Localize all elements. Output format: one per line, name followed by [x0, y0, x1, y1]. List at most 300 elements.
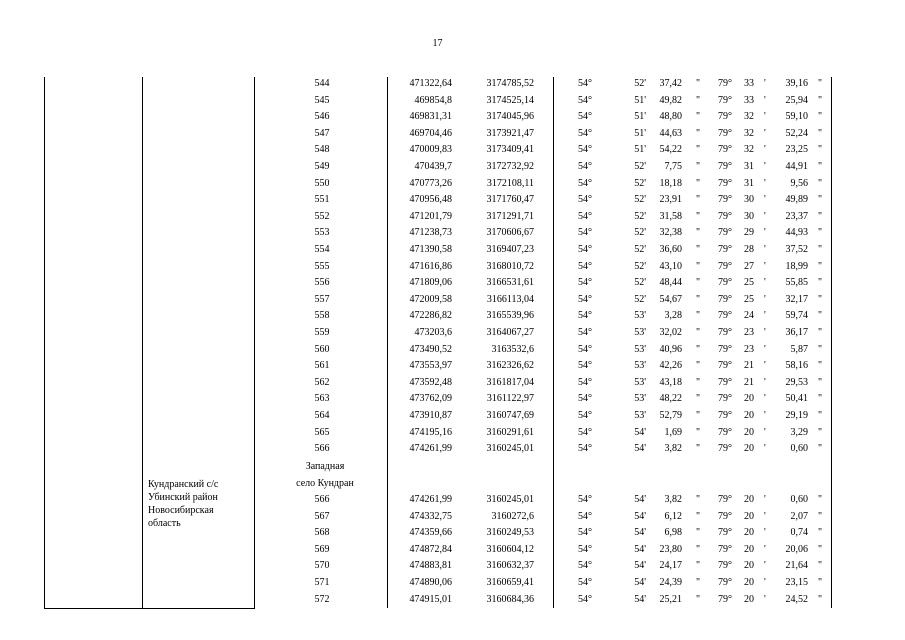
lon-degrees: 79°	[718, 593, 732, 605]
lat-minutes: 51'	[634, 94, 646, 106]
lat-seconds-mark: "	[696, 543, 701, 555]
lon-minutes-mark: '	[764, 393, 766, 405]
point-number: 567	[314, 510, 330, 522]
lat-seconds: 6,12	[664, 510, 682, 522]
coord-y: 3168010,72	[486, 260, 534, 272]
lat-seconds: 42,26	[659, 360, 682, 372]
coord-y: 3174785,52	[486, 78, 534, 89]
lat-degrees: 54°	[578, 543, 592, 555]
lat-seconds: 23,91	[659, 194, 682, 206]
lon-seconds: 58,16	[785, 360, 808, 372]
coord-y: 3160272,6	[491, 510, 534, 522]
coord-y: 3166531,61	[486, 277, 534, 289]
coord-y: 3161122,97	[486, 393, 534, 405]
lon-degrees: 79°	[718, 293, 732, 305]
lon-minutes: 21	[744, 376, 754, 388]
lat-degrees: 54°	[578, 210, 592, 222]
lon-minutes: 29	[744, 227, 754, 239]
lat-seconds: 25,21	[659, 593, 682, 605]
lat-degrees: 54°	[578, 227, 592, 239]
lon-seconds-mark: "	[818, 310, 823, 322]
coord-x: 474332,75	[409, 510, 452, 522]
lon-minutes: 25	[744, 277, 754, 289]
table-row	[0, 126, 905, 142]
lat-seconds-mark: "	[696, 410, 701, 421]
lat-seconds-mark: "	[696, 426, 701, 438]
coord-x: 473490,52	[409, 343, 452, 355]
lat-minutes: 52'	[634, 161, 646, 172]
lat-seconds: 32,38	[659, 227, 682, 239]
lat-degrees: 54°	[578, 443, 592, 455]
point-number: 549	[314, 161, 330, 172]
table-row	[0, 575, 905, 591]
lat-seconds-mark: "	[696, 210, 701, 222]
lat-seconds: 36,60	[659, 244, 682, 255]
lon-seconds: 50,41	[785, 393, 808, 405]
lon-seconds-mark: "	[818, 443, 823, 455]
coord-x: 474195,16	[409, 426, 452, 438]
table-row	[0, 492, 905, 508]
lon-minutes-mark: '	[764, 443, 766, 455]
coord-x: 471322,64	[409, 78, 452, 89]
coord-x: 471616,86	[409, 260, 452, 272]
lon-seconds: 59,10	[785, 111, 808, 123]
coord-y: 3172732,92	[486, 161, 534, 172]
lat-seconds: 24,17	[659, 560, 682, 572]
point-number: 564	[314, 410, 330, 421]
lat-seconds: 48,22	[659, 393, 682, 405]
lon-seconds-mark: "	[818, 593, 823, 605]
lon-seconds-mark: "	[818, 577, 823, 588]
lon-minutes-mark: '	[764, 111, 766, 123]
point-number: 552	[314, 210, 330, 222]
lat-seconds-mark: "	[696, 111, 701, 123]
lat-degrees: 54°	[578, 293, 592, 305]
lon-seconds: 23,15	[785, 577, 808, 588]
lon-minutes-mark: '	[764, 244, 766, 255]
point-number: 569	[314, 543, 330, 555]
lon-seconds: 5,87	[790, 343, 808, 355]
coord-y: 3166113,04	[486, 293, 534, 305]
lon-degrees: 79°	[718, 310, 732, 322]
table-row	[0, 441, 905, 457]
region-line: область	[148, 518, 181, 529]
lat-minutes: 52'	[634, 210, 646, 222]
table-row	[0, 109, 905, 125]
point-number: 572	[314, 593, 330, 605]
coord-x: 474915,01	[409, 593, 452, 605]
lon-minutes: 33	[744, 78, 754, 89]
lon-seconds-mark: "	[818, 343, 823, 355]
lat-minutes: 53'	[634, 343, 646, 355]
lat-seconds: 43,10	[659, 260, 682, 272]
point-number: 570	[314, 560, 330, 572]
lat-minutes: 53'	[634, 376, 646, 388]
lon-seconds-mark: "	[818, 127, 823, 139]
table-row	[0, 259, 905, 275]
lon-minutes-mark: '	[764, 327, 766, 338]
lat-seconds-mark: "	[696, 443, 701, 455]
lat-degrees: 54°	[578, 360, 592, 372]
lon-minutes: 20	[744, 543, 754, 555]
lat-seconds: 1,69	[664, 426, 682, 438]
coord-x: 469854,8	[414, 94, 452, 106]
table-row	[0, 192, 905, 208]
lon-minutes-mark: '	[764, 227, 766, 239]
lon-seconds-mark: "	[818, 560, 823, 572]
lat-seconds: 32,02	[659, 327, 682, 338]
table-row	[0, 325, 905, 341]
lon-seconds: 44,93	[785, 227, 808, 239]
lon-degrees: 79°	[718, 260, 732, 272]
lat-degrees: 54°	[578, 127, 592, 139]
coord-x: 470009,83	[409, 144, 452, 156]
lat-seconds-mark: "	[696, 293, 701, 305]
coord-x: 470956,48	[409, 194, 452, 206]
coord-x: 474261,99	[409, 443, 452, 455]
coord-y: 3174045,96	[486, 111, 534, 123]
lon-seconds-mark: "	[818, 244, 823, 255]
coord-y: 3161817,04	[486, 376, 534, 388]
coord-y: 3160245,01	[486, 443, 534, 455]
coord-y: 3160632,37	[486, 560, 534, 572]
point-number: 553	[314, 227, 330, 239]
lon-minutes: 23	[744, 327, 754, 338]
lon-minutes-mark: '	[764, 593, 766, 605]
lon-minutes-mark: '	[764, 376, 766, 388]
coord-y: 3160604,12	[486, 543, 534, 555]
lon-seconds: 2,07	[790, 510, 808, 522]
lon-seconds-mark: "	[818, 78, 823, 89]
lat-seconds-mark: "	[696, 144, 701, 156]
point-number: 566	[314, 443, 330, 455]
coord-x: 469704,46	[409, 127, 452, 139]
coord-x: 471238,73	[409, 227, 452, 239]
lat-minutes: 52'	[634, 244, 646, 255]
lon-minutes-mark: '	[764, 360, 766, 372]
lon-minutes-mark: '	[764, 161, 766, 172]
coord-y: 3160245,01	[486, 494, 534, 505]
coord-x: 472286,82	[409, 310, 452, 322]
lon-degrees: 79°	[718, 210, 732, 222]
coord-x: 469831,31	[409, 111, 452, 123]
lon-degrees: 79°	[718, 527, 732, 539]
lon-minutes: 30	[744, 210, 754, 222]
lon-seconds: 23,25	[785, 144, 808, 156]
lat-seconds: 43,18	[659, 376, 682, 388]
lon-degrees: 79°	[718, 111, 732, 123]
lon-seconds-mark: "	[818, 260, 823, 272]
lat-minutes: 54'	[634, 443, 646, 455]
lon-degrees: 79°	[718, 161, 732, 172]
lat-seconds: 18,18	[659, 177, 682, 189]
lat-seconds: 31,58	[659, 210, 682, 222]
lat-seconds-mark: "	[696, 560, 701, 572]
point-number: 547	[314, 127, 330, 139]
lon-minutes: 28	[744, 244, 754, 255]
lon-degrees: 79°	[718, 227, 732, 239]
lon-minutes-mark: '	[764, 343, 766, 355]
lon-minutes: 25	[744, 293, 754, 305]
lat-seconds-mark: "	[696, 127, 701, 139]
coord-x: 470773,26	[409, 177, 452, 189]
lon-degrees: 79°	[718, 360, 732, 372]
table-row	[0, 408, 905, 424]
lon-minutes-mark: '	[764, 543, 766, 555]
lat-minutes: 54'	[634, 560, 646, 572]
lat-seconds-mark: "	[696, 244, 701, 255]
table-bottom-border	[44, 608, 255, 609]
lon-seconds-mark: "	[818, 144, 823, 156]
lon-minutes-mark: '	[764, 510, 766, 522]
lon-minutes: 20	[744, 577, 754, 588]
lat-minutes: 52'	[634, 78, 646, 89]
lon-seconds: 29,53	[785, 376, 808, 388]
lat-minutes: 52'	[634, 260, 646, 272]
coord-x: 471809,06	[409, 277, 452, 289]
lon-seconds-mark: "	[818, 376, 823, 388]
lat-degrees: 54°	[578, 527, 592, 539]
lat-seconds: 49,82	[659, 94, 682, 106]
lon-minutes-mark: '	[764, 494, 766, 505]
lat-seconds-mark: "	[696, 161, 701, 172]
lat-minutes: 51'	[634, 127, 646, 139]
lon-seconds: 39,16	[785, 78, 808, 89]
point-number: 568	[314, 527, 330, 539]
lat-minutes: 51'	[634, 144, 646, 156]
lat-seconds: 44,63	[659, 127, 682, 139]
lat-seconds-mark: "	[696, 78, 701, 89]
coord-y: 3172108,11	[486, 177, 534, 189]
lon-seconds-mark: "	[818, 293, 823, 305]
coord-x: 471201,79	[409, 210, 452, 222]
lon-degrees: 79°	[718, 410, 732, 421]
point-number: 548	[314, 144, 330, 156]
point-number: 554	[314, 244, 330, 255]
lon-degrees: 79°	[718, 560, 732, 572]
lat-seconds-mark: "	[696, 177, 701, 189]
coord-y: 3160249,53	[486, 527, 534, 539]
point-number: 571	[314, 577, 330, 588]
point-number: 558	[314, 310, 330, 322]
lat-seconds: 54,67	[659, 293, 682, 305]
lat-seconds-mark: "	[696, 310, 701, 322]
lat-minutes: 53'	[634, 393, 646, 405]
region-line: Кундранский с/с	[148, 479, 219, 490]
lon-seconds: 29,19	[785, 410, 808, 421]
table-row	[0, 176, 905, 192]
lat-seconds: 40,96	[659, 343, 682, 355]
lat-degrees: 54°	[578, 343, 592, 355]
coord-x: 473592,48	[409, 376, 452, 388]
lon-seconds: 37,52	[785, 244, 808, 255]
point-number: 559	[314, 327, 330, 338]
lat-degrees: 54°	[578, 426, 592, 438]
lat-degrees: 54°	[578, 94, 592, 106]
table-row	[0, 375, 905, 391]
lon-minutes: 31	[744, 161, 754, 172]
lat-degrees: 54°	[578, 327, 592, 338]
coord-x: 472009,58	[409, 293, 452, 305]
point-number: 550	[314, 177, 330, 189]
lon-seconds: 21,64	[785, 560, 808, 572]
lat-minutes: 53'	[634, 310, 646, 322]
lat-degrees: 54°	[578, 577, 592, 588]
point-number: 544	[314, 78, 330, 89]
lat-degrees: 54°	[578, 194, 592, 206]
table-row	[0, 542, 905, 558]
lon-degrees: 79°	[718, 577, 732, 588]
lat-degrees: 54°	[578, 494, 592, 505]
lat-degrees: 54°	[578, 310, 592, 322]
table-row	[0, 525, 905, 541]
lat-minutes: 54'	[634, 543, 646, 555]
lon-degrees: 79°	[718, 144, 732, 156]
lon-minutes-mark: '	[764, 577, 766, 588]
coord-x: 470439,7	[414, 161, 452, 172]
lon-minutes-mark: '	[764, 127, 766, 139]
coord-y: 3160684,36	[486, 593, 534, 605]
point-number: 555	[314, 260, 330, 272]
lat-seconds-mark: "	[696, 593, 701, 605]
lat-seconds-mark: "	[696, 94, 701, 106]
point-number: 562	[314, 376, 330, 388]
table-row	[0, 358, 905, 374]
page-number: 17	[432, 38, 443, 49]
point-number: 557	[314, 293, 330, 305]
lon-seconds: 32,17	[785, 293, 808, 305]
lon-degrees: 79°	[718, 177, 732, 189]
coord-y: 3160659,41	[486, 577, 534, 588]
lat-seconds: 48,80	[659, 111, 682, 123]
region-line: Новосибирская	[148, 505, 214, 516]
lon-seconds-mark: "	[818, 494, 823, 505]
lon-minutes: 20	[744, 593, 754, 605]
lon-seconds: 0,60	[790, 443, 808, 455]
lon-seconds-mark: "	[818, 360, 823, 372]
lat-degrees: 54°	[578, 510, 592, 522]
lon-minutes-mark: '	[764, 410, 766, 421]
coord-x: 473910,87	[409, 410, 452, 421]
lat-minutes: 52'	[634, 277, 646, 289]
lon-seconds-mark: "	[818, 410, 823, 421]
lon-seconds: 44,91	[785, 161, 808, 172]
lon-minutes: 21	[744, 360, 754, 372]
lon-degrees: 79°	[718, 277, 732, 289]
lon-minutes-mark: '	[764, 94, 766, 106]
lat-seconds-mark: "	[696, 277, 701, 289]
lat-minutes: 54'	[634, 593, 646, 605]
coord-x: 474883,81	[409, 560, 452, 572]
lat-seconds-mark: "	[696, 343, 701, 355]
lat-seconds-mark: "	[696, 577, 701, 588]
lon-seconds-mark: "	[818, 194, 823, 206]
coord-y: 3170606,67	[486, 227, 534, 239]
coord-x: 473203,6	[414, 327, 452, 338]
lon-seconds: 25,94	[785, 94, 808, 106]
table-row	[0, 142, 905, 158]
lon-minutes: 32	[744, 127, 754, 139]
lat-minutes: 54'	[634, 494, 646, 505]
lon-minutes: 30	[744, 194, 754, 206]
lon-degrees: 79°	[718, 376, 732, 388]
lat-seconds: 54,22	[659, 144, 682, 156]
lon-minutes: 20	[744, 527, 754, 539]
lon-minutes-mark: '	[764, 194, 766, 206]
section-label-line: село Кундран	[296, 478, 354, 489]
lon-minutes: 23	[744, 343, 754, 355]
lon-seconds: 24,52	[785, 593, 808, 605]
point-number: 556	[314, 277, 330, 289]
table-row	[0, 209, 905, 225]
point-number: 560	[314, 343, 330, 355]
lon-seconds-mark: "	[818, 543, 823, 555]
lon-minutes-mark: '	[764, 293, 766, 305]
coord-y: 3160747,69	[486, 410, 534, 421]
lon-minutes-mark: '	[764, 78, 766, 89]
lon-minutes: 32	[744, 111, 754, 123]
lat-minutes: 52'	[634, 177, 646, 189]
lat-degrees: 54°	[578, 277, 592, 289]
lat-seconds-mark: "	[696, 227, 701, 239]
table-row	[0, 76, 905, 92]
table-row	[0, 159, 905, 175]
lon-degrees: 79°	[718, 244, 732, 255]
region-line: Убинский район	[148, 492, 218, 503]
table-row	[0, 391, 905, 407]
lat-degrees: 54°	[578, 177, 592, 189]
lon-minutes-mark: '	[764, 260, 766, 272]
lat-seconds-mark: "	[696, 527, 701, 539]
lon-seconds-mark: "	[818, 327, 823, 338]
table-row	[0, 242, 905, 258]
lon-seconds: 0,60	[790, 494, 808, 505]
coord-x: 474872,84	[409, 543, 452, 555]
lon-degrees: 79°	[718, 78, 732, 89]
point-number: 563	[314, 393, 330, 405]
table-row	[0, 93, 905, 109]
lat-seconds: 3,82	[664, 443, 682, 455]
lat-degrees: 54°	[578, 410, 592, 421]
coord-y: 3173409,41	[486, 144, 534, 156]
lon-minutes-mark: '	[764, 426, 766, 438]
lon-degrees: 79°	[718, 327, 732, 338]
lon-minutes: 33	[744, 94, 754, 106]
lon-minutes: 20	[744, 426, 754, 438]
lat-minutes: 53'	[634, 360, 646, 372]
point-number: 545	[314, 94, 330, 106]
coord-x: 473553,97	[409, 360, 452, 372]
lon-degrees: 79°	[718, 443, 732, 455]
coord-x: 474359,66	[409, 527, 452, 539]
lat-seconds: 6,98	[664, 527, 682, 539]
lon-seconds: 23,37	[785, 210, 808, 222]
lat-seconds: 3,28	[664, 310, 682, 322]
lat-degrees: 54°	[578, 111, 592, 123]
lat-degrees: 54°	[578, 161, 592, 172]
lon-seconds-mark: "	[818, 177, 823, 189]
lat-degrees: 54°	[578, 144, 592, 156]
lat-minutes: 52'	[634, 293, 646, 305]
point-number: 546	[314, 111, 330, 123]
lat-minutes: 54'	[634, 577, 646, 588]
lat-minutes: 53'	[634, 327, 646, 338]
lat-seconds-mark: "	[696, 494, 701, 505]
lat-seconds-mark: "	[696, 194, 701, 206]
table-row	[0, 509, 905, 525]
lat-minutes: 54'	[634, 527, 646, 539]
lon-seconds-mark: "	[818, 94, 823, 106]
